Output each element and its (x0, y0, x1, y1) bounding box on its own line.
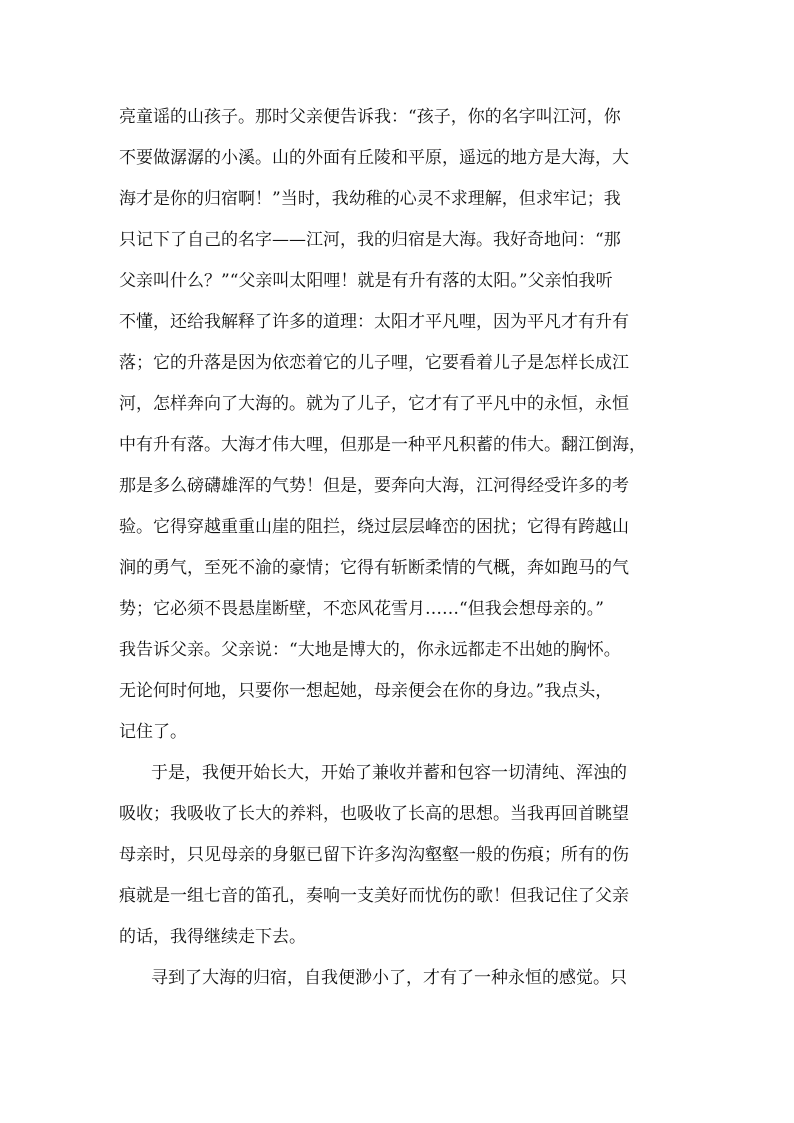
text-line: 势；它必须不畏悬崖断壁，不恋风花雪月……“但我会想母亲的。” (119, 599, 604, 619)
text-line: 记住了。 (119, 722, 187, 742)
paragraph-start-line: 寻到了大海的归宿，自我便渺小了，才有了一种永恒的感觉。只 (151, 968, 627, 988)
text-line: 涧的勇气，至死不渝的豪情；它得有斩断柔情的气概，奔如跑马的气 (119, 558, 629, 578)
text-line: 海才是你的归宿啊！”当时，我幼稚的心灵不求理解，但求牢记；我 (119, 189, 621, 209)
text-line: 吸收；我吸收了长大的养料，也吸收了长高的思想。当我再回首眺望 (119, 804, 629, 824)
text-line: 那是多么磅礴雄浑的气势！但是，要奔向大海，江河得经受许多的考 (119, 476, 629, 496)
text-line: 的话，我得继续走下去。 (119, 927, 306, 947)
text-line: 只记下了自己的名字——江河，我的归宿是大海。我好奇地问：“那 (119, 230, 621, 250)
text-line: 我告诉父亲。父亲说：“大地是博大的，你永远都走不出她的胸怀。 (119, 640, 621, 660)
text-line: 父亲叫什么？”“父亲叫太阳哩！就是有升有落的太阳。”父亲怕我听 (119, 271, 613, 291)
text-line: 验。它得穿越重重山崖的阻拦，绕过层层峰峦的困扰；它得有跨越山 (119, 517, 629, 537)
text-line: 亮童谣的山孩子。那时父亲便告诉我：“孩子，你的名字叫江河，你 (119, 107, 621, 127)
paragraph-start-line: 于是，我便开始长大，开始了兼收并蓄和包容一切清纯、浑浊的 (151, 763, 627, 783)
text-line: 不懂，还给我解释了许多的道理：太阳才平凡哩，因为平凡才有升有 (119, 312, 629, 332)
text-line: 中有升有落。大海才伟大哩，但那是一种平凡积蓄的伟大。翻江倒海， (119, 435, 646, 455)
text-line: 落；它的升落是因为依恋着它的儿子哩，它要看着儿子是怎样长成江 (119, 353, 629, 373)
text-line: 痕就是一组七音的笛孔，奏响一支美好而忧伤的歌！但我记住了父亲 (119, 886, 629, 906)
text-line: 河，怎样奔向了大海的。就为了儿子，它才有了平凡中的永恒，永恒 (119, 394, 629, 414)
text-line: 母亲时，只见母亲的身躯已留下许多沟沟壑壑一般的伤痕；所有的伤 (119, 845, 629, 865)
text-line: 无论何时何地，只要你一想起她，母亲便会在你的身边。”我点头， (119, 681, 613, 701)
text-line: 不要做潺潺的小溪。山的外面有丘陵和平原，遥远的地方是大海，大 (119, 148, 629, 168)
